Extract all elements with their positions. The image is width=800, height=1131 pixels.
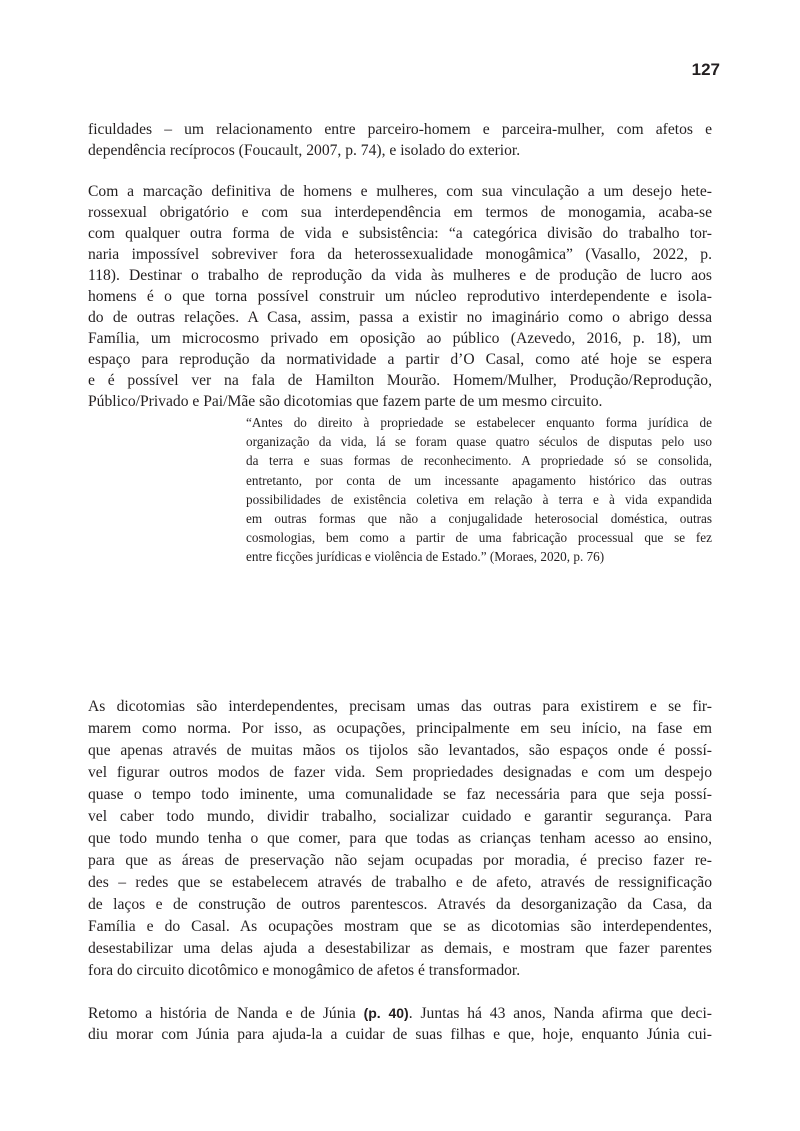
text-line: des – redes que se estabelecem através de trabalho e de afeto, através de ressignificação bbox=[88, 874, 712, 891]
text-line: Com a marcação definitiva de homens e mulheres, com sua vinculação a um desejo hete- bbox=[88, 183, 712, 200]
text-line: vel caber todo mundo, dividir trabalho, socializar cuidado e garantir segurança. Para bbox=[88, 808, 712, 825]
text-line: que todo mundo tenha o que comer, para que todas as crianças tenham acesso ao ensino, bbox=[88, 830, 712, 847]
text-line: As dicotomias são interdependentes, precisam umas das outras para existirem e se fir- bbox=[88, 698, 712, 715]
paragraph-2 bbox=[88, 181, 712, 412]
text-span: . Juntas há 43 anos, Nanda afirma que deci- bbox=[408, 1005, 713, 1022]
text-line: dependência recíprocos (Foucault, 2007, p. 74), e isolado do exterior. bbox=[88, 142, 521, 159]
quote-line: cosmologias, bem como a partir de uma fabricação processual que se fez bbox=[246, 530, 712, 546]
text-line: Família e do Casal. As ocupações mostram que se as dicotomias são interdependentes, bbox=[88, 918, 712, 935]
text-line: marem como norma. Por isso, as ocupações, principalmente em seu início, na fase em bbox=[88, 720, 712, 737]
text-line: de laços e de construção de outros parentescos. Através da desorganização da Casa, da bbox=[88, 896, 712, 913]
text-line: e é possível ver na fala de Hamilton Mourão. Homem/Mulher, Produção/Reprodução, bbox=[88, 372, 712, 389]
text-span: Retomo a história de Nanda e de Júnia bbox=[88, 1005, 364, 1022]
text-line: Família, um microcosmo privado em oposição ao público (Azevedo, 2016, p. 18), um bbox=[88, 330, 712, 347]
text-line: rossexual obrigatório e com sua interdependência em termos de monogamia, acaba-se bbox=[88, 204, 712, 221]
text-line: para que as áreas de preservação não sejam ocupadas por moradia, é preciso fazer re- bbox=[88, 852, 712, 869]
text-line: 118). Destinar o trabalho de reprodução da vida às mulheres e de produção de lucro aos bbox=[88, 267, 712, 284]
text-line: Público/Privado e Pai/Mãe são dicotomias que fazem parte de um mesmo circuito. bbox=[88, 393, 603, 410]
text-line: quase o tempo todo iminente, uma comunalidade se faz necessária para que seja possí- bbox=[88, 786, 712, 803]
quote-line: organização da vida, lá se foram quase quatro séculos de disputas pelo uso bbox=[246, 434, 712, 450]
quote-line: entre ficções jurídicas e violência de Estado.” (Moraes, 2020, p. 76) bbox=[246, 549, 605, 565]
paragraph-3 bbox=[88, 696, 712, 982]
text-line: espaço para reprodução da normatividade a partir d’O Casal, como até hoje se espera bbox=[88, 351, 712, 368]
text-line: fora do circuito dicotômico e monogâmico de afetos é transformador. bbox=[88, 962, 521, 979]
text-line bbox=[88, 1003, 712, 1024]
text-line: que apenas através de muitas mãos os tijolos são levantados, são espaços onde é possí- bbox=[88, 742, 712, 759]
text-line: desestabilizar uma delas ajuda a desestabilizar as demais, e mostram que fazer parentes bbox=[88, 940, 712, 957]
page-number: 127 bbox=[691, 60, 720, 79]
paragraph-4 bbox=[88, 1003, 712, 1045]
text-line: vel figurar outros modos de fazer vida. Sem propriedades designadas e com um despejo bbox=[88, 764, 712, 781]
text-line: do de outras relações. A Casa, assim, passa a existir no imaginário como o abrigo dessa bbox=[88, 309, 712, 326]
text-line: naria impossível sobreviver fora da heterossexualidade monogâmica” (Vasallo, 2022, p. bbox=[88, 246, 712, 263]
quote-line: em outras formas que não a conjugalidade heterosocial doméstica, outras bbox=[246, 510, 712, 526]
quote-line: da terra e suas formas de reconhecimento. A propriedade só se consolida, bbox=[246, 453, 712, 469]
text-line: ficuldades – um relacionamento entre parceiro-homem e parceira-mulher, com afetos e bbox=[88, 121, 712, 138]
page-reference: (p. 40) bbox=[363, 1005, 409, 1021]
quote-line: possibilidades de existência coletiva em relação à terra e à vida expandida bbox=[246, 491, 712, 507]
block-quote bbox=[246, 413, 712, 567]
text-line: homens é o que torna possível construir um núcleo reprodutivo interdependente e isola- bbox=[88, 288, 712, 305]
paragraph-1 bbox=[88, 119, 712, 161]
text-line: diu morar com Júnia para ajuda-la a cuidar de suas filhas e que, hoje, enquanto Júnia cui- bbox=[88, 1026, 712, 1043]
text-line: com qualquer outra forma de vida e subsistência: “a categórica divisão do trabalho tor- bbox=[88, 225, 712, 242]
quote-line: “Antes do direito à propriedade se estabelecer enquanto forma jurídica de bbox=[246, 415, 712, 430]
quote-line: entretanto, por conta de um incessante apagamento histórico das outras bbox=[246, 472, 712, 488]
